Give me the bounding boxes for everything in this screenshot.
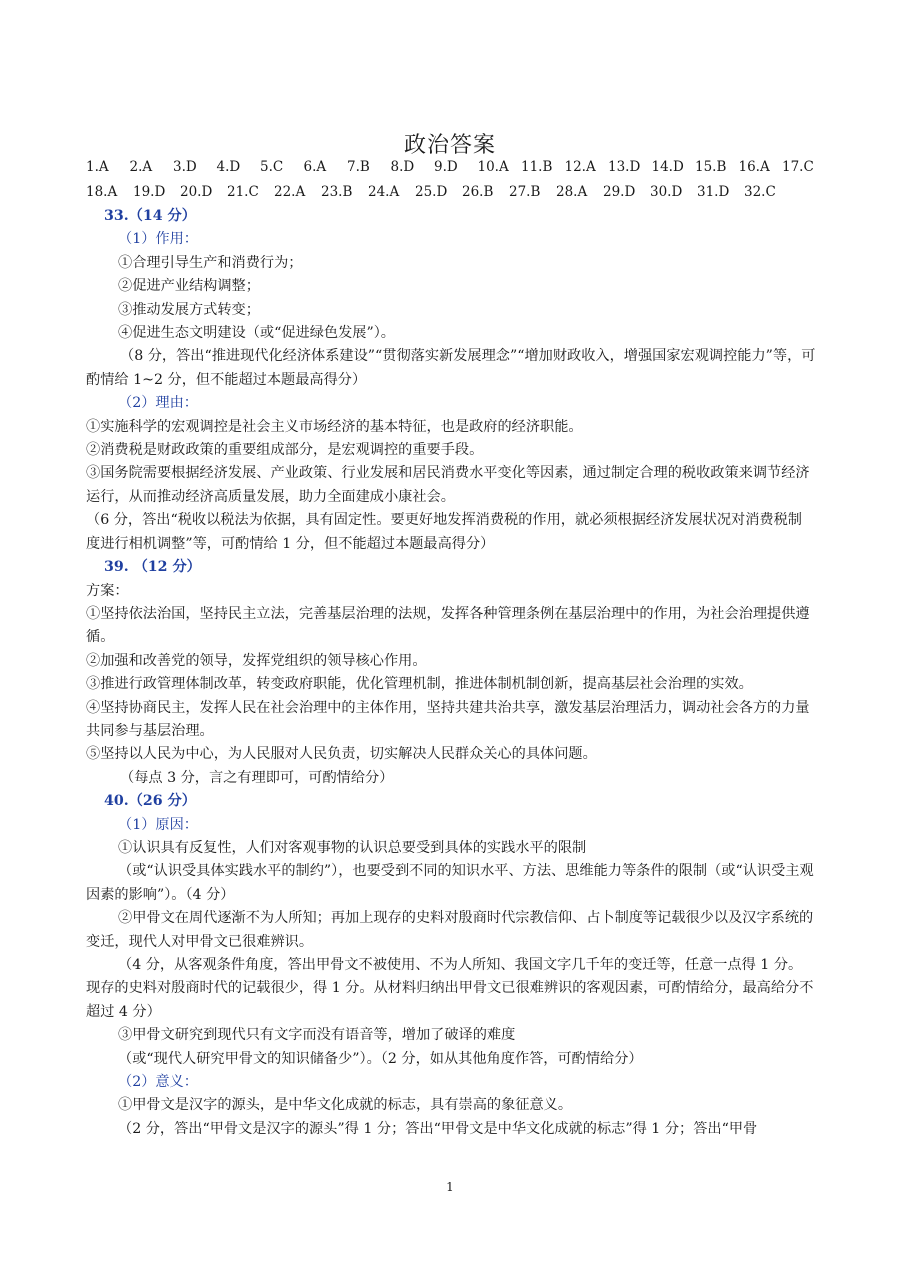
q33-reason-1: ①实施科学的宏观调控是社会主义市场经济的基本特征，也是政府的经济职能。 [86, 418, 583, 435]
q40-cause-3: ③甲骨文研究到现代只有文字而没有语音等，增加了破译的难度 [118, 1027, 516, 1044]
q40-cause-2-note: （4 分，从客观条件角度，答出甲骨文不被使用、不为人所知、我国文字几千年的变迁等，任意一点得 1 分。现存的史料对殷商时代的记载很少，得 1 分。从材料归纳出甲骨文已很难辨识的客观因素，可酌情给分，最高给分不超过 4 分） [86, 957, 814, 1020]
mc-answer: 7.B [347, 159, 370, 175]
q33-point-1: ①合理引导生产和消费行为； [118, 254, 303, 271]
mc-answer: 18.A [86, 184, 118, 200]
mc-answer: 3.D [173, 159, 197, 175]
q39-solution-2: ②加强和改善党的领导，发挥党组织的领导核心作用。 [86, 652, 427, 669]
q33-scoring-note-1: （8 分，答出“推进现代化经济体系建设”“贯彻落实新发展理念”“增加财政收入，增强国家宏观调控能力”等，可酌情给 1~2 分，但不能超过本题最高得分） [86, 348, 816, 388]
mc-answer: 28.A [556, 184, 588, 200]
mc-answer: 27.B [509, 184, 541, 200]
mc-answer: 20.D [180, 184, 213, 200]
q33-scoring-note-2: （6 分，答出“税收以税法为依据，具有固定性。要更好地发挥消费税的作用，就必须根据经济发展状况对消费税制度进行相机调整”等，可酌情给 1 分，但不能超过本题最高得分） [86, 512, 802, 552]
q39-solution-5: ⑤坚持以人民为中心，为人民服对人民负责，切实解决人民群众关心的具体问题。 [86, 746, 597, 763]
q33-sub-heading-1: （1）作用： [118, 231, 198, 248]
mc-answer: 21.C [227, 184, 259, 200]
mc-answer: 22.A [274, 184, 306, 200]
mc-answer: 5.C [260, 159, 284, 175]
mc-answer: 24.A [368, 184, 400, 200]
q39-label: 方案： [86, 582, 129, 599]
question-39-heading: 39. （12 分） [104, 559, 201, 576]
mc-answer: 13.D [608, 159, 641, 175]
q40-cause-1-cont: （或“认识受具体实践水平的制约”），也要受到不同的知识水平、方法、思维能力等条件的限制（或“认识受主观因素的影响”）。（4 分） [86, 863, 814, 903]
mc-answer: 10.A [477, 159, 509, 175]
page-title: 政治答案 [403, 133, 496, 158]
q40-cause-3-cont: （或“现代人研究甲骨文的知识储备少”）。（2 分，如从其他角度作答，可酌情给分） [118, 1050, 643, 1067]
q39-solution-1: ①坚持依法治国，坚持民主立法，完善基层治理的法规，发挥各种管理条例在基层治理中的作用，为社会治理提供遵循。 [86, 605, 810, 646]
q33-reason-3: ③国务院需要根据经济发展、产业政策、行业发展和居民消费水平变化等因素，通过制定合理的税收政策来调节经济运行，从而推动经济高质量发展，助力全面建成小康社会。 [86, 465, 810, 505]
q33-reason-2: ②消费税是财政政策的重要组成部分，是宏观调控的重要手段。 [86, 442, 484, 459]
mc-answer: 26.B [462, 184, 494, 200]
mc-answer: 17.C [782, 159, 814, 175]
mc-answer: 2.A [129, 159, 153, 175]
page-number: 1 [446, 1180, 454, 1194]
mc-answer: 6.A [303, 159, 327, 175]
mc-answer: 19.D [133, 184, 166, 200]
q39-scoring-note: （每点 3 分，言之有理即可，可酌情给分） [120, 769, 394, 786]
mc-answer: 1.A [86, 159, 109, 175]
q40-meaning-1: ①甲骨文是汉字的源头，是中华文化成就的标志，具有崇高的象征意义。 [118, 1097, 573, 1114]
mc-answer: 25.D [415, 184, 448, 200]
q33-point-3: ③推动发展方式转变； [118, 301, 260, 318]
mc-answer: 12.A [564, 159, 596, 175]
q33-point-4: ④促进生态文明建设（或“促进绿色发展”）。 [118, 325, 395, 342]
q33-point-2: ②促进产业结构调整； [118, 278, 260, 295]
mc-answer: 9.D [434, 159, 458, 175]
mc-answer: 16.A [738, 159, 770, 175]
question-33-heading: 33.（14 分） [104, 208, 196, 224]
answer-body [86, 205, 816, 1141]
q39-solution-3: ③推进行政管理体制改革，转变政府职能，优化管理机制，推进体制机制创新，提高基层社会治理的实效。 [86, 676, 753, 693]
mc-answer: 29.D [603, 184, 636, 200]
mc-answer: 4.D [216, 159, 241, 175]
q40-cause-2: ②甲骨文在周代逐渐不为人所知；再加上现存的史料对殷商时代宗教信仰、占卜制度等记载很少以及汉字系统的变迁，现代人对甲骨文已很难辨识。 [86, 910, 814, 950]
mc-answers-row-1 [86, 159, 826, 175]
q40-meaning-1-note: （2 分，答出“甲骨文是汉字的源头”得 1 分；答出“甲骨文是中华文化成就的标志”得 1 分；答出“甲骨 [118, 1120, 758, 1137]
q33-sub-heading-2: （2）理由： [118, 395, 198, 412]
mc-answer: 32.C [744, 184, 776, 200]
mc-answers-row-2 [86, 184, 826, 200]
mc-answer: 23.B [321, 184, 353, 200]
q40-sub-heading-1: （1）原因： [118, 816, 198, 833]
mc-answer: 31.D [697, 184, 730, 200]
q39-solution-4: ④坚持协商民主，发挥人民在社会治理中的主体作用，坚持共建共治共享，激发基层治理活力，调动社会各方的力量共同参与基层治理。 [86, 699, 810, 739]
q40-cause-1: ①认识具有反复性，人们对客观事物的认识总要受到具体的实践水平的限制 [118, 839, 587, 856]
question-40-heading: 40.（26 分） [104, 793, 196, 810]
mc-answer: 30.D [650, 184, 683, 200]
mc-answer: 15.B [695, 159, 727, 175]
mc-answer: 11.B [521, 159, 553, 175]
mc-answer: 8.D [390, 159, 415, 175]
mc-answer: 14.D [651, 159, 684, 175]
q40-sub-heading-2: （2）意义： [118, 1074, 198, 1091]
